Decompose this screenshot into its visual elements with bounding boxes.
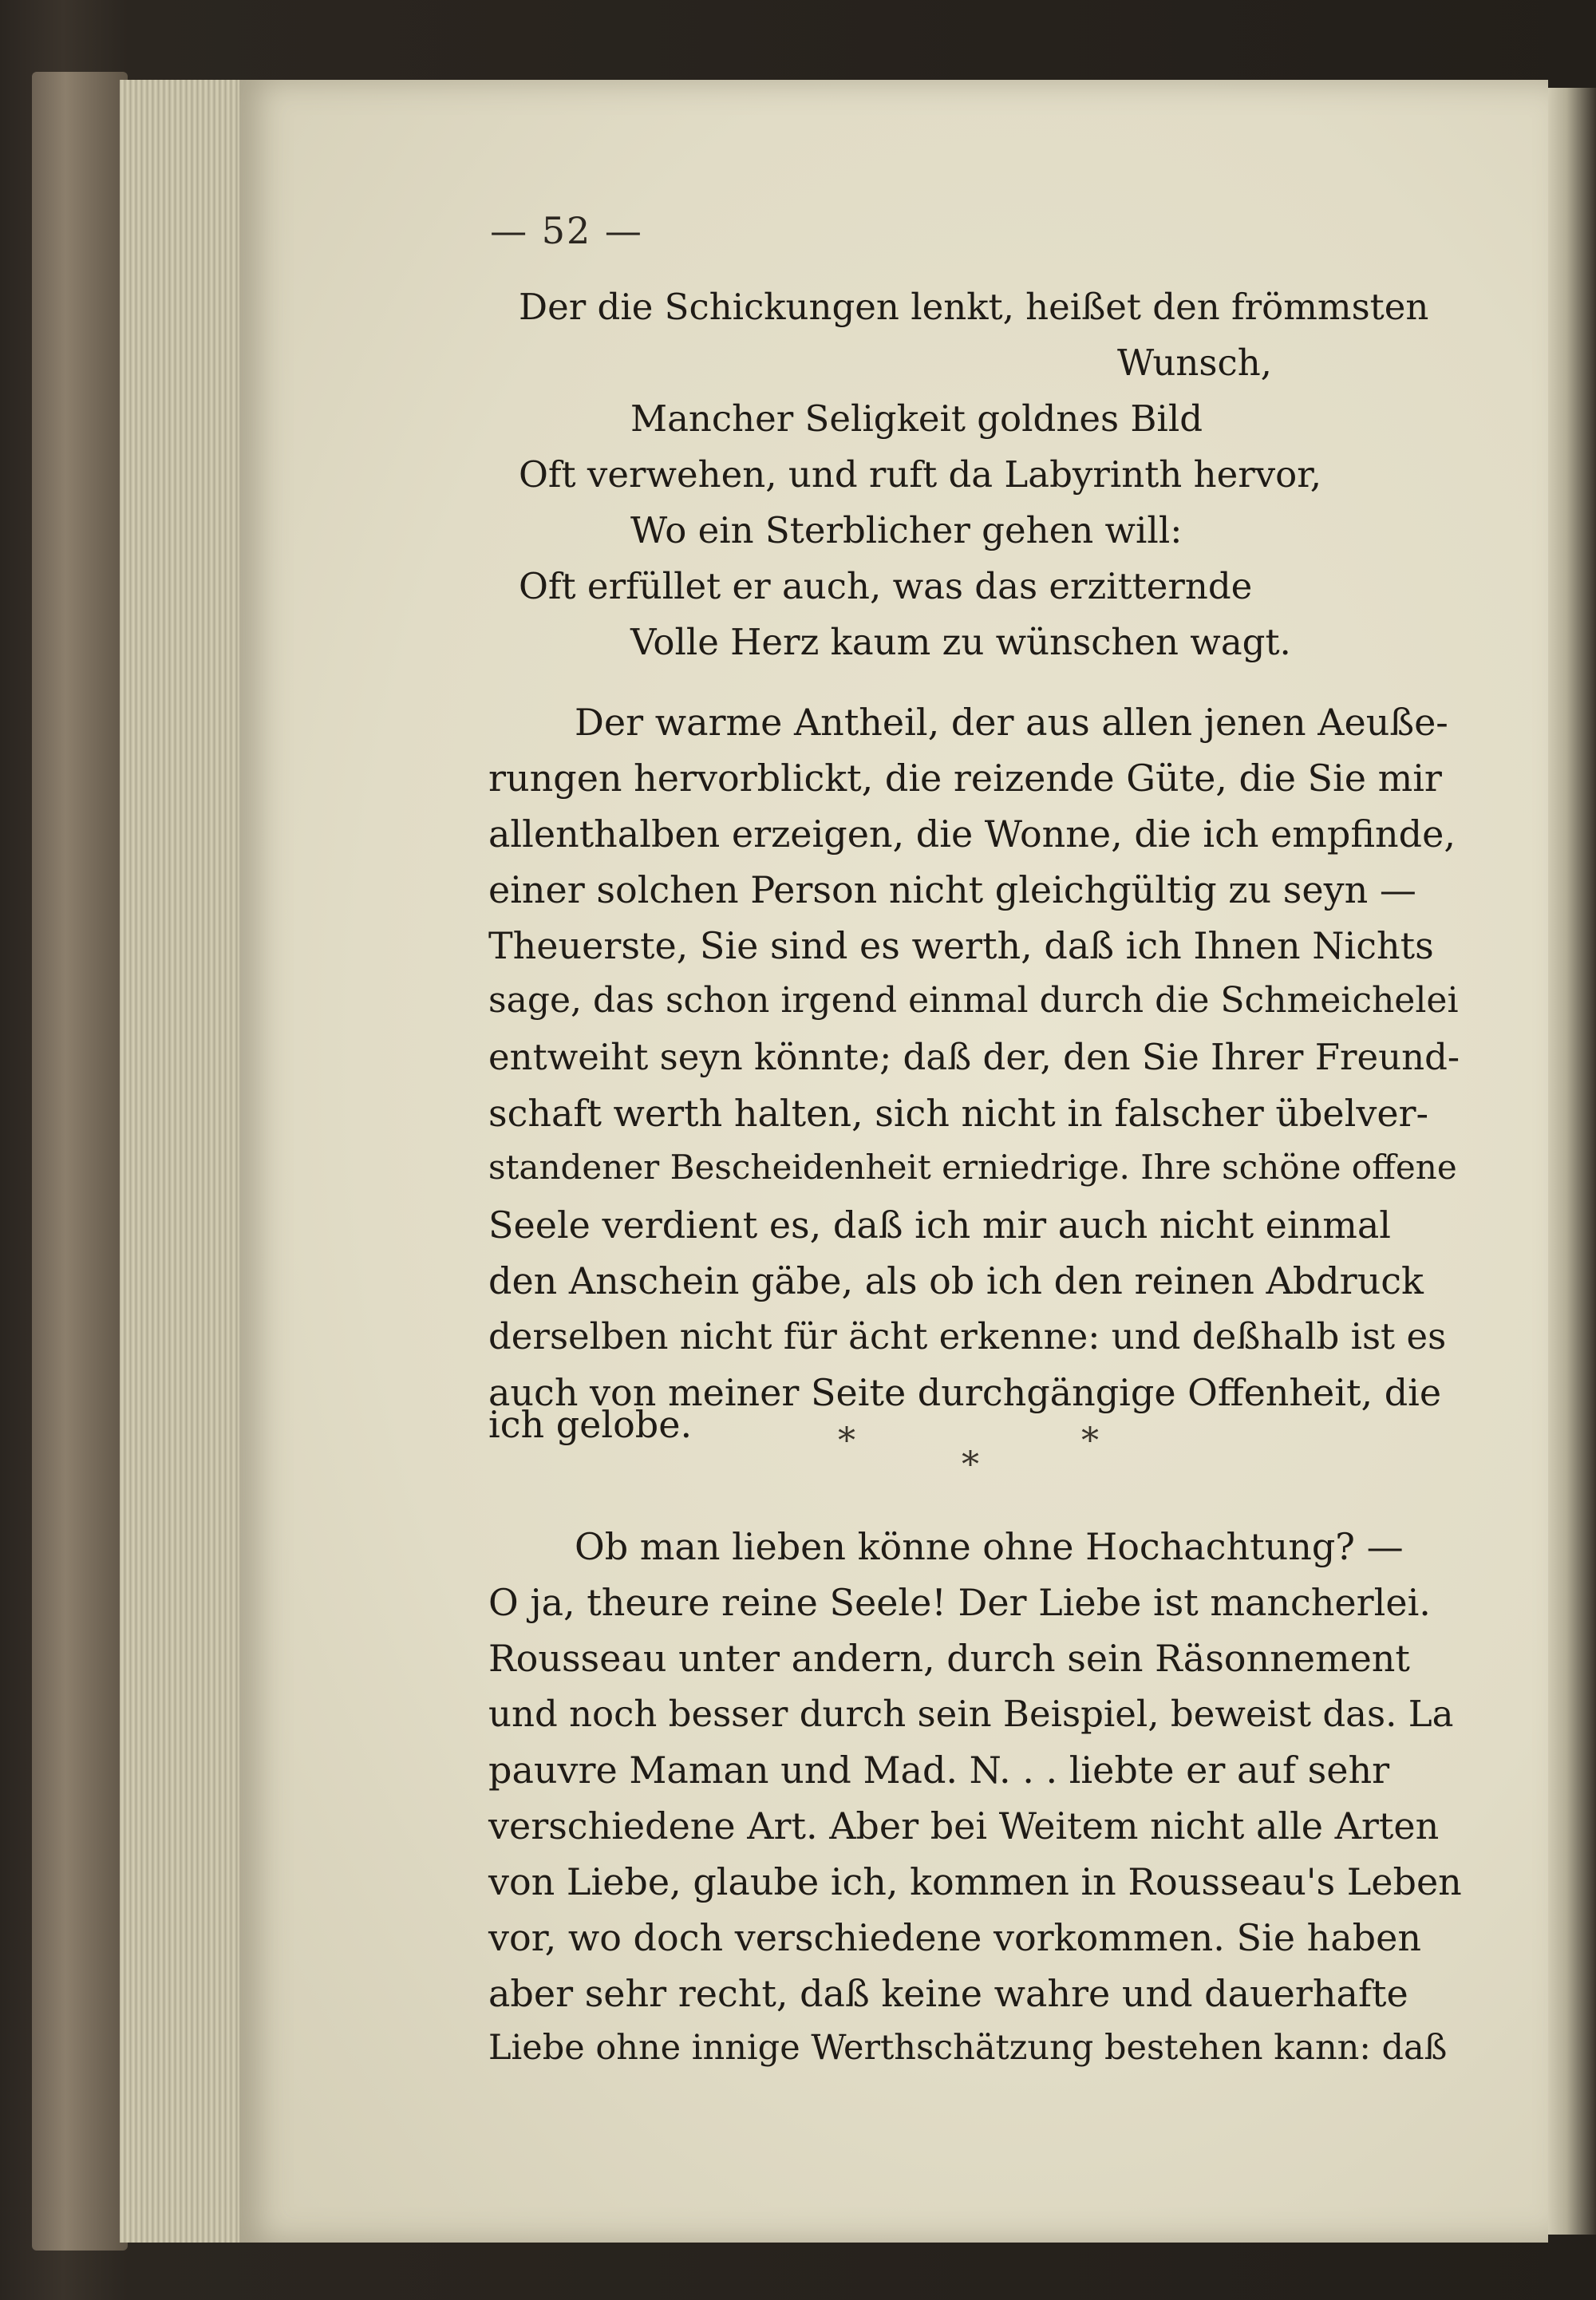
text-line: Ob man lieben könne ohne Hochachtung? — — [575, 1525, 1404, 1568]
text-line: von Liebe, glaube ich, kommen in Rousseau's Leben — [488, 1860, 1462, 1903]
text-line: vor, wo doch verschiedene vorkommen. Sie haben — [488, 1916, 1421, 1959]
poem-line: Der die Schickungen lenkt, heißet den frömmsten — [519, 286, 1429, 328]
text-line: sage, das schon irgend einmal durch die Schmeichelei — [488, 980, 1459, 1021]
text-line: entweiht seyn könnte; daß der, den Sie Ihrer Freund- — [488, 1036, 1460, 1078]
asterisk-middle: * — [962, 1444, 979, 1485]
text-line: allenthalben erzeigen, die Wonne, die ich empfinde, — [488, 812, 1456, 856]
right-page-edge — [1547, 88, 1596, 2235]
page-edges — [120, 80, 255, 2243]
text-line: Der warme Antheil, der aus allen jenen Aeuße- — [575, 701, 1448, 744]
text-line: einer solchen Person nicht gleichgültig zu seyn — — [488, 868, 1416, 911]
asterisk-right: * — [1081, 1421, 1099, 1461]
text-line: Seele verdient es, daß ich mir auch nicht einmal — [488, 1203, 1391, 1247]
text-line: pauvre Maman und Mad. N. . . liebte er auf sehr — [488, 1749, 1390, 1792]
text-line: O ja, theure reine Seele! Der Liebe ist mancherlei. — [488, 1581, 1431, 1624]
text-line: ich gelobe. — [488, 1403, 693, 1446]
text-line: rungen hervorblickt, die reizende Güte, die Sie mir — [488, 757, 1442, 800]
text-line: den Anschein gäbe, als ob ich den reinen Abdruck — [488, 1259, 1424, 1302]
text-line: standener Bescheidenheit erniedrige. Ihre schöne offene — [488, 1148, 1457, 1187]
poem-line: Mancher Seligkeit goldnes Bild — [630, 397, 1203, 440]
poem-line: Wo ein Sterblicher gehen will: — [630, 509, 1183, 551]
book-binding — [32, 72, 128, 2251]
text-line: Theuerste, Sie sind es werth, daß ich Ihnen Nichts — [488, 924, 1434, 967]
text-line: derselben nicht für ächt erkenne: und deßhalb ist es — [488, 1315, 1447, 1357]
page-number: — 52 — — [490, 209, 643, 252]
poem-line: Volle Herz kaum zu wünschen wagt. — [630, 621, 1291, 663]
poem-line: Oft verwehen, und ruft da Labyrinth hervor, — [519, 453, 1322, 496]
text-line: und noch besser durch sein Beispiel, beweist das. La — [488, 1693, 1454, 1735]
asterisk-left: * — [838, 1421, 855, 1461]
text-line: auch von meiner Seite durchgängige Offenheit, die — [488, 1371, 1442, 1414]
text-line: Rousseau unter andern, durch sein Räsonnement — [488, 1637, 1410, 1680]
poem-line: Oft erfüllet er auch, was das erzitternde — [519, 565, 1253, 607]
poem-line: Wunsch, — [1117, 342, 1272, 384]
text-line: Liebe ohne innige Werthschätzung bestehen kann: daß — [488, 2028, 1448, 2068]
text-line: verschiedene Art. Aber bei Weitem nicht alle Arten — [488, 1804, 1440, 1848]
text-line: schaft werth halten, sich nicht in falscher übelver- — [488, 1092, 1429, 1135]
text-line: aber sehr recht, daß keine wahre und dauerhafte — [488, 1972, 1408, 2015]
